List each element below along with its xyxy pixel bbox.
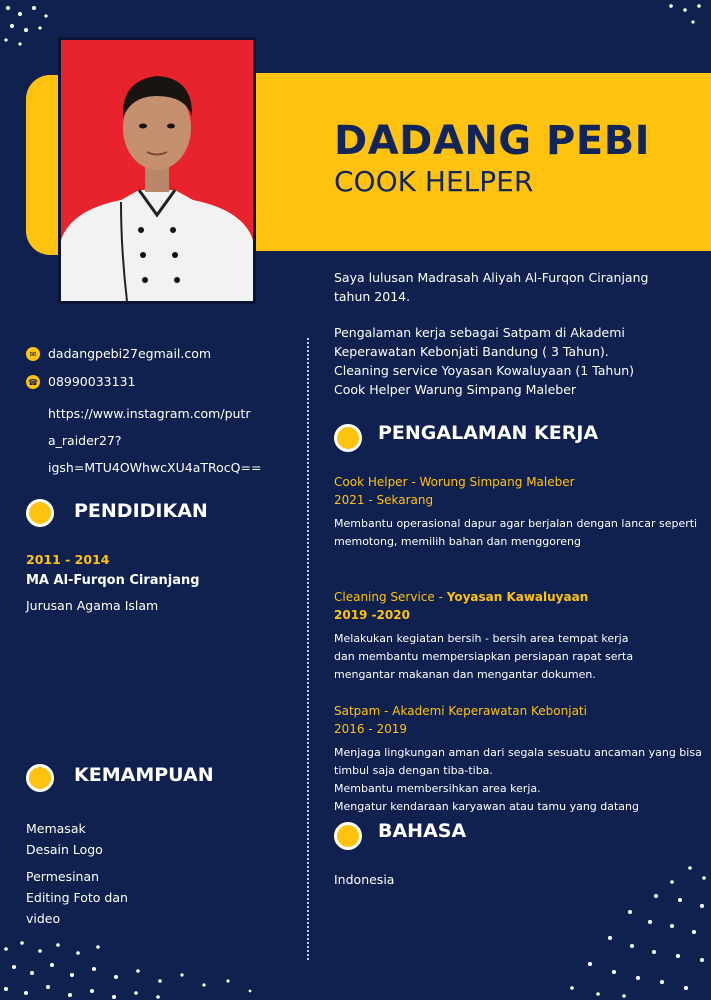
dots-decoration-top-left: [0, 0, 60, 50]
dots-decoration-top-right: [601, 0, 711, 50]
job-role: Satpam - Akademi Keperawatan Kebonjati: [334, 704, 587, 718]
person-illustration: [61, 40, 253, 301]
skill-item: Desain Logo: [26, 842, 103, 857]
section-bullet-icon: [26, 764, 54, 792]
job-period: 2021 - Sekarang: [334, 493, 434, 507]
job-desc-line: Menjaga lingkungan aman dari segala sesuatu ancaman yang bisa: [334, 746, 702, 759]
education-school: MA Al-Furqon Ciranjang: [26, 573, 200, 588]
skill-item: Memasak: [26, 821, 86, 836]
person-name: DADANG PEBI: [334, 118, 651, 164]
column-divider: [307, 338, 309, 960]
language-title: BAHASA: [378, 820, 467, 842]
skills-title: KEMAMPUAN: [74, 764, 214, 786]
skill-item: Editing Foto dan: [26, 890, 128, 905]
skill-item: video: [26, 911, 61, 926]
job-desc-line: mengantar makanan dan mengantar dokumen.: [334, 668, 596, 681]
dots-decoration-bottom-right: [560, 860, 711, 1000]
summary-line: Pengalaman kerja sebagai Satpam di Akademi: [334, 325, 625, 340]
education-title: PENDIDIKAN: [74, 500, 208, 522]
job-role: Cook Helper - Worung Simpang Maleber: [334, 475, 575, 489]
job-period: 2016 - 2019: [334, 722, 408, 736]
instagram-line: https://www.instagram.com/putr: [48, 406, 251, 421]
job-desc-line: Mengatur kendaraan karyawan atau tamu yang datang: [334, 800, 639, 813]
experience-title: PENGALAMAN KERJA: [378, 422, 599, 444]
job-role-prefix: Cleaning Service -: [334, 590, 447, 604]
job-description: [334, 515, 697, 551]
instagram-link[interactable]: [48, 400, 261, 481]
job-desc-line: Membantu operasional dapur agar berjalan dengan lancar seperti: [334, 517, 698, 530]
experience-summary: [334, 323, 634, 399]
section-bullet-icon: [334, 822, 362, 850]
job-desc-line: Melakukan kegiatan bersih - bersih area tempat kerja: [334, 632, 629, 645]
about-line: Saya lulusan Madrasah Aliyah Al-Furqon Ciranjang: [334, 270, 649, 285]
job-role-place: Yoyasan Kawaluyaan: [446, 590, 589, 604]
job-role: [334, 588, 588, 606]
skills-list: [26, 818, 128, 929]
person-role: COOK HELPER: [334, 165, 534, 198]
job-description: [334, 744, 702, 816]
job-desc-line: memotong, memilih bahan dan menggoreng: [334, 535, 582, 548]
section-bullet-icon: [334, 424, 362, 452]
instagram-line: igsh=MTU4OWhwcXU4aTRocQ==: [48, 460, 262, 475]
job-desc-line: dan membantu mempersiapkan persiapan rapat serta: [334, 650, 634, 663]
language-value: Indonesia: [334, 872, 395, 887]
summary-line: Keperawatan Kebonjati Bandung ( 3 Tahun).: [334, 344, 609, 359]
summary-line: Cleaning service Yoyasan Kowaluyaan (1 Tahun): [334, 363, 635, 378]
dots-decoration-bottom-left: [0, 935, 270, 1000]
instagram-line: a_raider27?: [48, 433, 122, 448]
job-description: [334, 630, 633, 684]
education-years: 2011 - 2014: [26, 552, 110, 567]
email-text: dadangpebi27egmail.com: [48, 346, 212, 361]
job-period: 2019 -2020: [334, 608, 410, 622]
summary-line: Cook Helper Warung Simpang Maleber: [334, 382, 577, 397]
about-text: [334, 268, 648, 306]
education-major: Jurusan Agama Islam: [26, 598, 159, 613]
section-bullet-icon: [26, 499, 54, 527]
job-desc-line: Membantu membersihkan area kerja.: [334, 782, 541, 795]
phone-icon: ☎: [26, 375, 40, 389]
skill-item: Permesinan: [26, 869, 100, 884]
job-desc-line: timbul saja dengan tiba-tiba.: [334, 764, 493, 777]
phone-text: 08990033131: [48, 374, 136, 389]
about-line: tahun 2014.: [334, 289, 411, 304]
email-icon: ✉: [26, 347, 40, 361]
profile-photo: [58, 37, 256, 304]
